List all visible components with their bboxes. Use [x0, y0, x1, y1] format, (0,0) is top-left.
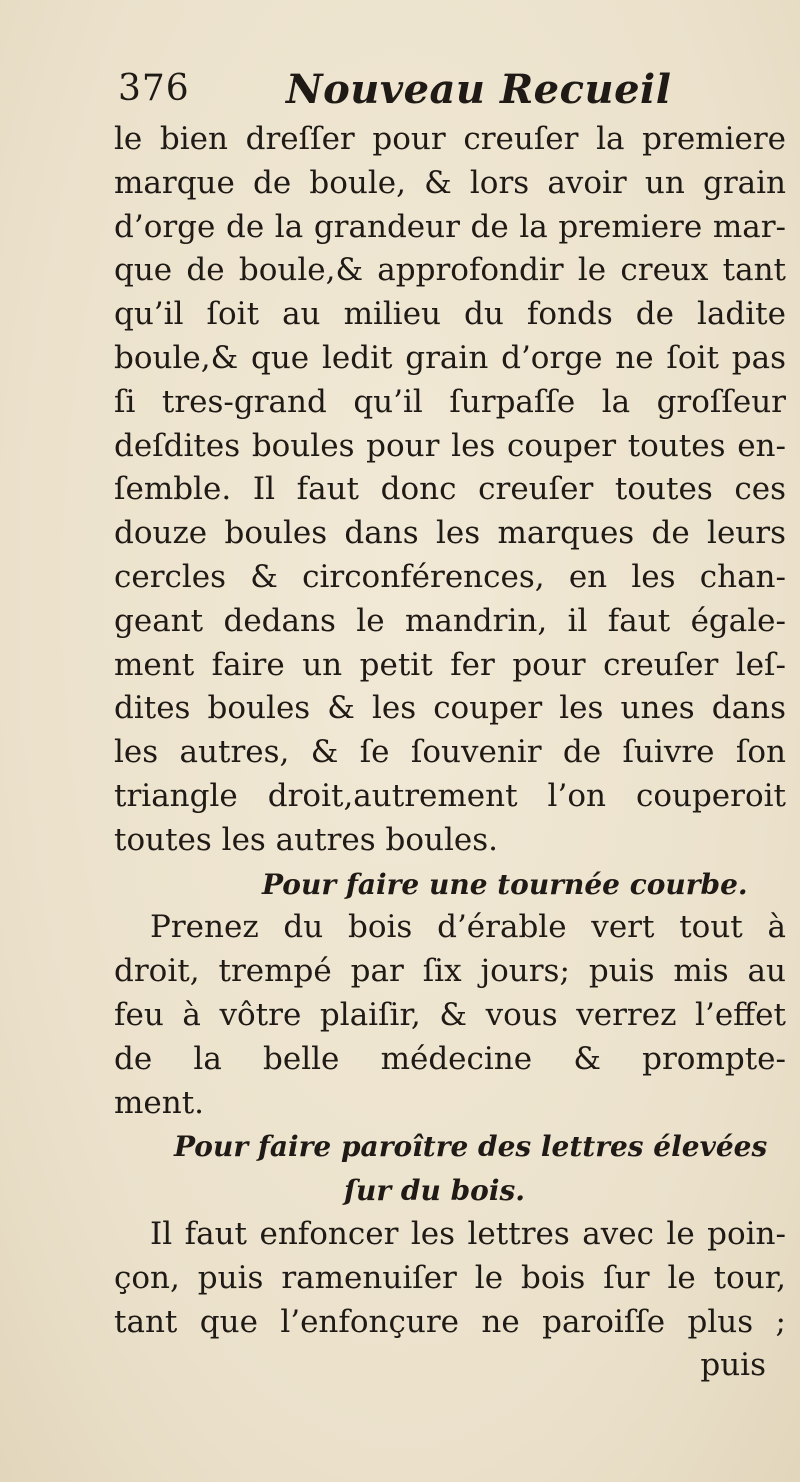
text-line: ſi tres-grand qu’il ſurpaſſe la groſſeur	[114, 383, 786, 420]
text-line: ment.	[114, 1084, 205, 1121]
paragraph-balls	[114, 118, 786, 863]
text-line: cercles & circonférences, en les chan-	[114, 558, 786, 595]
body-text	[114, 118, 786, 1388]
text-line: douze boules dans les marques de leurs	[114, 515, 786, 552]
text-line: que de boule,& approfondir le creux tant	[114, 252, 786, 289]
page-number: 376	[118, 68, 190, 109]
text-line: dites boules & les couper les unes dans	[114, 690, 786, 727]
text-line: geant dedans le mandrin, il faut égale-	[114, 602, 786, 639]
text-line: de la belle médecine & prompte-	[114, 1040, 786, 1077]
text-line: triangle droit,autrement l’on couperoit	[114, 777, 786, 814]
text-line: d’orge de la grandeur de la premiere mar-	[114, 208, 786, 245]
text-line: boule,& que ledit grain d’orge ne ſoit pas	[114, 339, 786, 376]
section-heading: Pour faire paroître des lettres élevées	[174, 1130, 768, 1164]
running-title: Nouveau Recueil	[286, 66, 672, 113]
text-line: droit, trempé par ſix jours; puis mis au	[114, 953, 786, 990]
text-line: Il faut enfoncer les lettres avec le poin-	[150, 1215, 786, 1252]
text-line: feu à vôtre plaiſir, & vous verrez l’effet	[114, 996, 786, 1033]
text-line: ment faire un petit fer pour creuſer leſ-	[114, 646, 786, 683]
text-line: le bien dreſſer pour creuſer la premiere	[114, 121, 786, 157]
section-heading: Pour faire une tournée courbe.	[262, 867, 748, 901]
paragraph-raised-letters	[114, 1213, 786, 1344]
text-line: deſdites boules pour les couper toutes en-	[114, 427, 786, 464]
text-line: marque de boule, & lors avoir un grain	[114, 164, 786, 201]
text-line: ſemble. Il faut donc creuſer toutes ces	[114, 471, 786, 508]
text-line: Prenez du bois d’érable vert tout à	[150, 909, 786, 946]
paragraph-maple-wood	[114, 906, 786, 1125]
text-line: tant que l’enfonçure ne paroiſſe plus ;	[114, 1303, 786, 1340]
text-line: çon, puis ramenuiſer le bois ſur le tour,	[114, 1259, 786, 1296]
section-heading: ſur du bois.	[344, 1174, 525, 1208]
text-line: les autres, & ſe ſouvenir de ſuivre ſon	[114, 734, 786, 771]
text-line: qu’il ſoit au milieu du fonds de ladite	[114, 296, 786, 333]
catchword: puis	[700, 1347, 766, 1384]
text-line: toutes les autres boules.	[114, 821, 499, 858]
